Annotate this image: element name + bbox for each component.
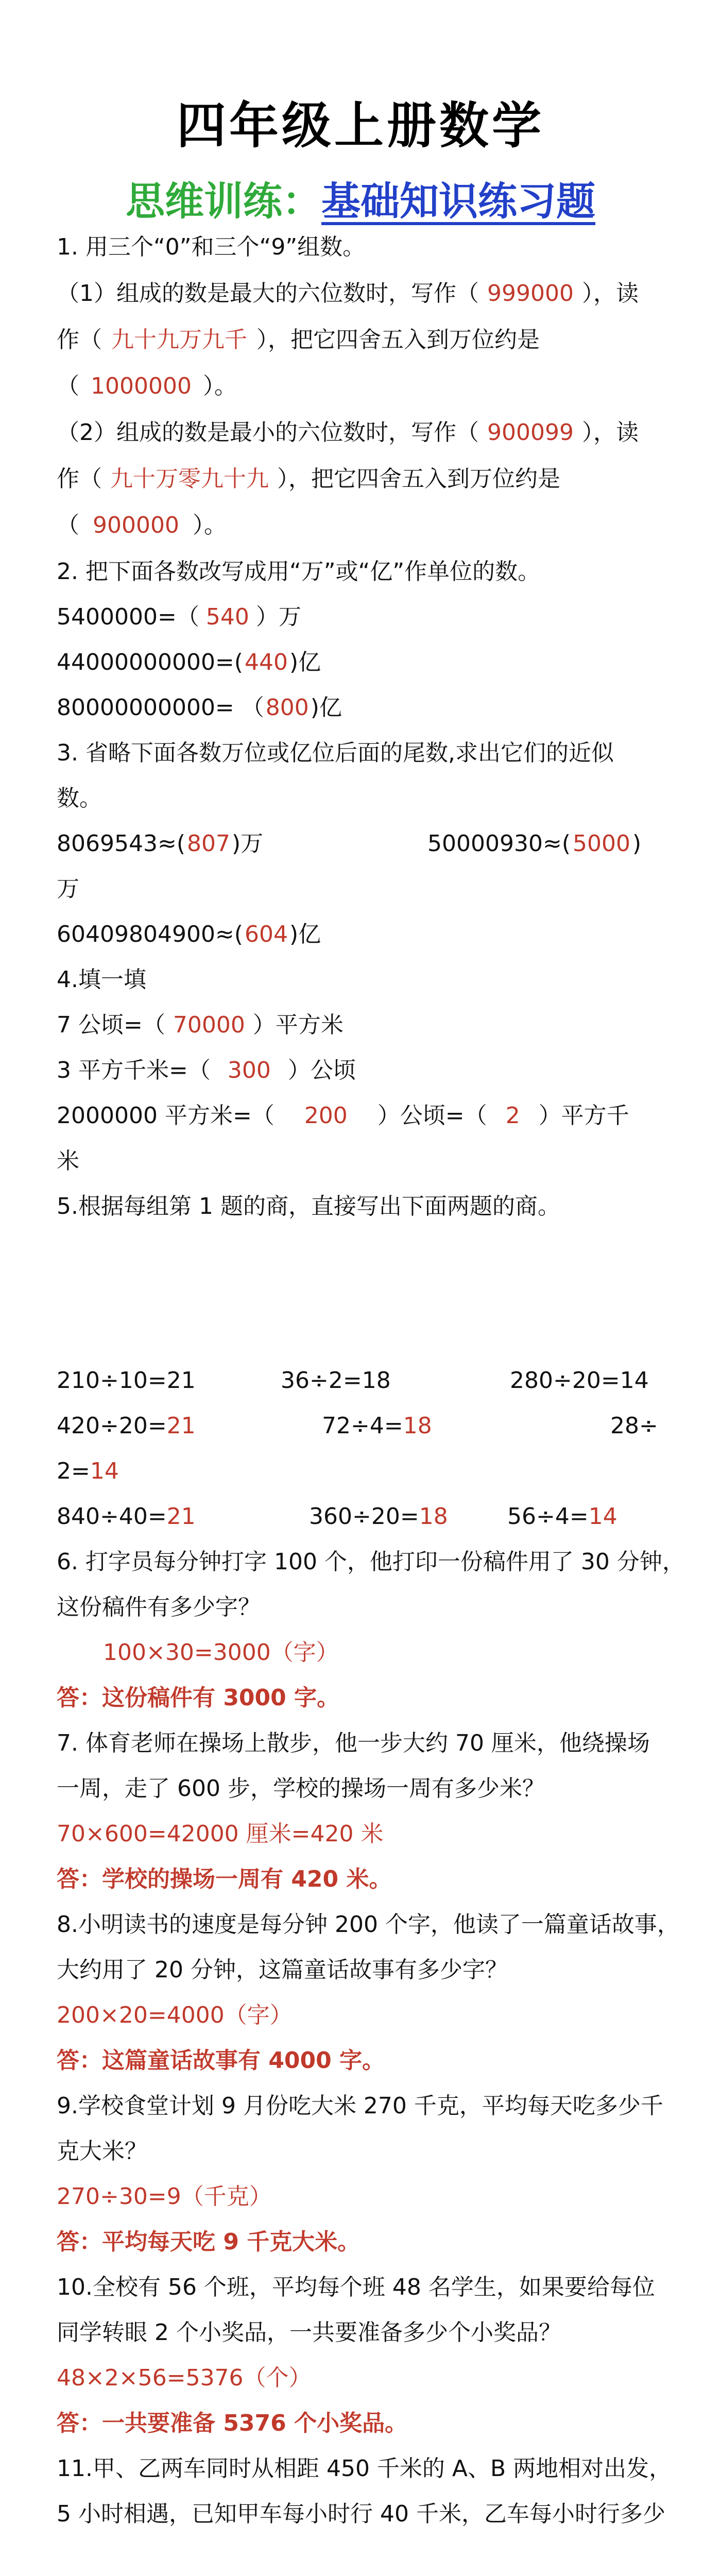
q3-b1-text: 50000930≈(	[427, 831, 571, 857]
q1-p2a-answer: 900099	[487, 419, 574, 446]
q3-item3	[57, 919, 321, 950]
q1-p2b-answer: 九十万零九十九	[110, 466, 269, 492]
q2-l1-unit: ）万	[255, 604, 301, 630]
q1-p2a-text: （2）组成的数是最小的六位数时，写作（	[57, 419, 479, 446]
q5-row1-col1: 210÷10=21	[57, 1367, 196, 1394]
q1-p1a-text: （1）组成的数是最大的六位数时，写作（	[57, 280, 479, 307]
q3-a2-answer: 604	[244, 921, 288, 947]
q8-answer: 答：这篇童话故事有 4000 字。	[57, 2047, 385, 2074]
q6-stem-line1: 6. 打字员每分钟打字 100 个，他打印一份稿件用了 30 分钟，	[57, 1549, 685, 1575]
q9-stem-line1: 9.学校食堂计划 9 月份吃大米 270 千克，平均每天吃多少千	[57, 2093, 663, 2119]
q4-l1-unit: ）平方米	[252, 1012, 344, 1038]
q4-line1	[57, 1010, 344, 1041]
q5-r4c2-answer: 18	[419, 1503, 448, 1530]
q2-line2	[57, 647, 321, 678]
q1-p1c-text: （	[57, 373, 79, 399]
q1-part2-line2	[57, 464, 560, 495]
q2-l3-answer: 800	[265, 694, 309, 721]
q1-part2-line1	[57, 417, 639, 448]
q11-stem-line1: 11.甲、乙两车同时从相距 450 千米的 A、B 两地相对出发，	[57, 2455, 672, 2482]
q7-stem-line2: 一周，走了 600 步，学校的操场一周有多少米？	[57, 1775, 545, 1802]
q5-row4-col1	[57, 1501, 196, 1532]
q1-p1b-answer: 九十九万九千	[111, 327, 247, 353]
q9-calculation: 270÷30=9（千克）	[57, 2183, 272, 2210]
q5-row4-col3	[507, 1501, 617, 1532]
q5-r4c3-answer: 14	[588, 1503, 617, 1530]
q8-stem-line1: 8.小明读书的速度是每分钟 200 个字，他读了一篇童话故事，	[57, 1911, 680, 1938]
q3-a1-text: 8069543≈(	[57, 831, 185, 857]
q2-l3-text: 80000000000= （	[57, 694, 264, 721]
q2-l2-text: 44000000000=(	[57, 649, 243, 675]
q7-calculation: 70×600=42000 厘米=420 米	[57, 1821, 384, 1847]
q5-row2-col1	[57, 1411, 196, 1442]
q1-p2b-mid: ），把它四舍五入到万位约是	[277, 466, 560, 492]
q3-a2-text: 60409804900≈(	[57, 921, 243, 947]
q10-calculation: 48×2×56=5376（个）	[57, 2365, 312, 2391]
q6-answer: 答：这份稿件有 3000 字。	[57, 1685, 340, 1711]
q3-a1-answer: 807	[187, 831, 230, 857]
q4-l2-unit: ）公顷	[287, 1057, 356, 1083]
q1-p1c-end: ）。	[203, 373, 237, 399]
q5-r4c3-text: 56÷4=	[507, 1503, 589, 1530]
q5-row1-col3: 280÷20=14	[510, 1367, 649, 1394]
q3-item2-unit: 万	[57, 876, 79, 902]
q5-row2-col2	[322, 1411, 432, 1442]
q5-row3	[57, 1456, 119, 1487]
q4-l1-text: 7 公顷=（	[57, 1012, 165, 1038]
q10-stem-line2: 同学转眼 2 个小奖品，一共要准备多少个小奖品？	[57, 2319, 561, 2346]
q4-l2-text: 3 平方千米=（	[57, 1057, 211, 1083]
q6-calculation: 100×30=3000（字）	[103, 1639, 339, 1666]
q4-l3-mid: ）公顷=（	[377, 1103, 487, 1129]
q1-p2a-end: ），读	[582, 419, 639, 446]
q3-b1-end: )	[632, 831, 642, 857]
q3-item1	[57, 828, 263, 859]
q11-stem-line2: 5 小时相遇，已知甲车每小时行 40 千米，乙车每小时行多少	[57, 2501, 665, 2527]
q5-r2c1-answer: 21	[166, 1413, 196, 1439]
q1-part1-line3	[57, 371, 237, 402]
q5-row2-col3: 28÷	[610, 1413, 658, 1439]
q7-answer: 答：学校的操场一周有 420 米。	[57, 1866, 392, 1892]
q3-stem-line1: 3. 省略下面各数万位或亿位后面的尾数,求出它们的近似	[57, 740, 614, 766]
q1-p2c-end: ）。	[193, 512, 227, 538]
q4-l1-answer: 70000	[173, 1012, 245, 1038]
q4-line2	[57, 1055, 356, 1086]
q2-l3-unit: )亿	[310, 694, 342, 721]
q4-l3-answer: 200	[304, 1103, 348, 1129]
q8-calculation: 200×20=4000（字）	[57, 2002, 293, 2028]
subtitle-prefix: 思维训练：	[126, 178, 321, 224]
q4-l3-unit: ）平方千	[538, 1103, 629, 1129]
q5-r4c1-text: 840÷40=	[57, 1503, 167, 1530]
q3-b1-answer: 5000	[573, 831, 630, 857]
q4-l3-text: 2000000 平方米=（	[57, 1103, 274, 1129]
q2-l2-unit: )亿	[289, 649, 321, 675]
q5-stem: 5.根据每组第 1 题的商，直接写出下面两题的商。	[57, 1193, 560, 1219]
q1-p1a-answer: 999000	[487, 280, 574, 307]
q5-row4-col2	[309, 1501, 448, 1532]
q1-part2-line3	[57, 510, 227, 541]
q9-answer: 答：平均每天吃 9 千克大米。	[57, 2229, 360, 2255]
q5-r4c1-answer: 21	[166, 1503, 196, 1530]
q9-stem-line2: 克大米？	[57, 2138, 147, 2164]
q5-r2c2-answer: 18	[403, 1413, 432, 1439]
q5-r2c2-text: 72÷4=	[322, 1413, 403, 1439]
q5-r3-answer: 14	[90, 1458, 119, 1484]
q4-l3-answer2: 2	[505, 1103, 520, 1129]
q2-stem: 2. 把下面各数改写成用“万”或“亿”作单位的数。	[57, 558, 541, 585]
page-subtitle	[0, 170, 721, 226]
q5-r3-text: 2=	[57, 1458, 90, 1484]
q6-stem-line2: 这份稿件有多少字？	[57, 1594, 261, 1620]
q3-a2-unit: )亿	[289, 921, 321, 947]
q10-stem-line1: 10.全校有 56 个班，平均每个班 48 名学生，如果要给每位	[57, 2274, 655, 2300]
q2-l2-answer: 440	[244, 649, 288, 675]
q1-p2b-text: 作（	[57, 466, 102, 492]
q2-l1-answer: 540	[205, 604, 249, 630]
subtitle-topic: 基础知识练习题	[321, 178, 595, 224]
q8-stem-line2: 大约用了 20 分钟，这篇童话故事有多少字？	[57, 1957, 508, 1983]
q7-stem-line1: 7. 体育老师在操场上散步，他一步大约 70 厘米，他绕操场	[57, 1730, 650, 1756]
q4-l2-answer: 300	[227, 1057, 271, 1083]
q2-l1-text: 5400000=（	[57, 604, 199, 630]
q1-p2c-text: （	[57, 512, 79, 538]
q4-line3	[57, 1100, 629, 1131]
q1-p1c-answer: 1000000	[91, 373, 192, 399]
q5-row1-col2: 36÷2=18	[281, 1367, 391, 1394]
q3-stem-line2: 数。	[57, 785, 102, 811]
q4-stem: 4.填一填	[57, 967, 146, 993]
q2-line3	[57, 692, 342, 723]
q4-line4: 米	[57, 1148, 79, 1174]
q1-p1a-end: ），读	[582, 280, 639, 307]
q1-stem: 1. 用三个“0”和三个“9”组数。	[57, 234, 366, 260]
page-title: 四年级上册数学	[177, 97, 544, 155]
q1-p1b-text: 作（	[57, 327, 102, 353]
q3-item2	[427, 828, 641, 859]
q1-p1b-mid: ），把它四舍五入到万位约是	[256, 327, 540, 353]
q10-answer: 答：一共要准备 5376 个小奖品。	[57, 2410, 408, 2436]
q3-a1-unit: )万	[232, 831, 264, 857]
q1-part1-line2	[57, 325, 540, 355]
q2-line1	[57, 602, 301, 633]
q1-p2c-answer: 900000	[93, 512, 179, 538]
q5-r2c1-text: 420÷20=	[57, 1413, 167, 1439]
q5-r4c2-text: 360÷20=	[309, 1503, 419, 1530]
q1-part1-line1	[57, 278, 639, 309]
